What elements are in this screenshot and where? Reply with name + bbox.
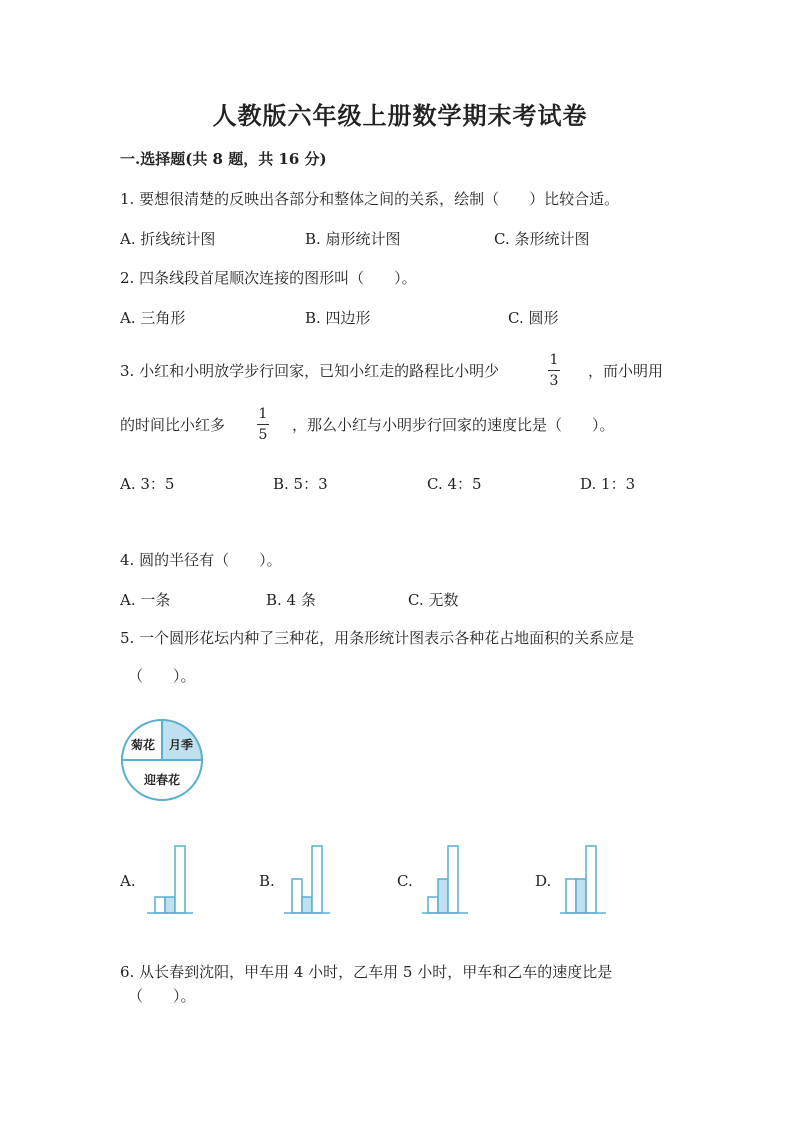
question-1-option-b[interactable]: B. 扇形统计图: [305, 230, 401, 248]
question-1-option-a[interactable]: A. 折线统计图: [120, 230, 216, 248]
fraction-numerator: 1: [258, 406, 268, 422]
question-4-option-b[interactable]: B. 4 条: [266, 591, 316, 609]
question-3-option-c[interactable]: C. 4：5: [427, 475, 482, 493]
pie-label-yingchunhua: 迎春花: [143, 773, 181, 787]
question-5-option-c[interactable]: C.: [397, 872, 413, 890]
bar-juhua: [566, 879, 576, 913]
question-2-option-b[interactable]: B. 四边形: [305, 309, 371, 327]
option-c-bar-chart: [420, 842, 470, 916]
bar-yueji: [576, 879, 586, 913]
question-5-stem-end: （ ）。: [128, 667, 196, 685]
bar-yueji: [438, 879, 448, 913]
fraction-denominator: 5: [258, 427, 268, 443]
fraction-bar: [257, 424, 269, 425]
question-2-option-a[interactable]: A. 三角形: [120, 309, 186, 327]
question-1-stem: 1. 要想很清楚的反映出各部分和整体之间的关系，绘制（ ）比较合适。: [120, 190, 620, 208]
flower-bed-pie-chart: [118, 716, 210, 804]
question-6-stem-end: （ ）。: [128, 987, 196, 1005]
question-3-stem-line-2: 的时间比小红多: [120, 416, 226, 434]
fraction-one-fifth: [257, 406, 269, 443]
question-5-option-d[interactable]: D.: [535, 872, 552, 890]
bar-yingchunhua: [586, 846, 596, 913]
fraction-denominator: 3: [549, 373, 559, 389]
question-3-stem-line-1-end: ，而小明用: [588, 362, 664, 380]
question-4-option-c[interactable]: C. 无数: [408, 591, 459, 609]
question-6-stem: 6. 从长春到沈阳，甲车用 4 小时，乙车用 5 小时，甲车和乙车的速度比是: [120, 963, 613, 981]
option-a-bar-chart: [145, 842, 195, 916]
question-4-stem: 4. 圆的半径有（ ）。: [120, 551, 282, 569]
option-b-bar-chart: [282, 842, 332, 916]
question-2-stem: 2. 四条线段首尾顺次连接的图形叫（ ）。: [120, 269, 417, 287]
bar-yingchunhua: [312, 846, 322, 913]
page-title: 人教版六年级上册数学期末考试卷: [212, 101, 588, 130]
bar-yingchunhua: [175, 846, 185, 913]
bar-yueji: [302, 897, 312, 913]
bar-yueji: [165, 897, 175, 913]
fraction-numerator: 1: [549, 352, 559, 368]
question-3-stem-line-2-end: ，那么小红与小明步行回家的速度比是（ ）。: [292, 416, 615, 434]
question-1-option-c[interactable]: C. 条形统计图: [494, 230, 590, 248]
question-3-option-d[interactable]: D. 1：3: [580, 475, 636, 493]
question-3-option-b[interactable]: B. 5：3: [273, 475, 328, 493]
section-heading: 一.选择题(共 8 题，共 16 分): [120, 150, 327, 168]
pie-label-yueji: 月季: [168, 738, 194, 752]
bar-yingchunhua: [448, 846, 458, 913]
option-d-bar-chart: [558, 842, 608, 916]
question-5-stem: 5. 一个圆形花坛内种了三种花，用条形统计图表示各种花占地面积的关系应是: [120, 629, 635, 647]
bar-juhua: [428, 897, 438, 913]
question-5-option-b[interactable]: B.: [259, 872, 275, 890]
fraction-one-third: [548, 352, 560, 389]
question-3-stem-line-1: 3. 小红和小明放学步行回家，已知小红走的路程比小明少: [120, 362, 500, 380]
pie-label-juhua: 菊花: [130, 738, 156, 752]
fraction-bar: [548, 370, 560, 371]
question-3-option-a[interactable]: A. 3：5: [120, 475, 175, 493]
question-2-option-c[interactable]: C. 圆形: [508, 309, 559, 327]
bar-juhua: [292, 879, 302, 913]
question-5-option-a[interactable]: A.: [120, 872, 136, 890]
question-4-option-a[interactable]: A. 一条: [120, 591, 171, 609]
bar-juhua: [155, 897, 165, 913]
